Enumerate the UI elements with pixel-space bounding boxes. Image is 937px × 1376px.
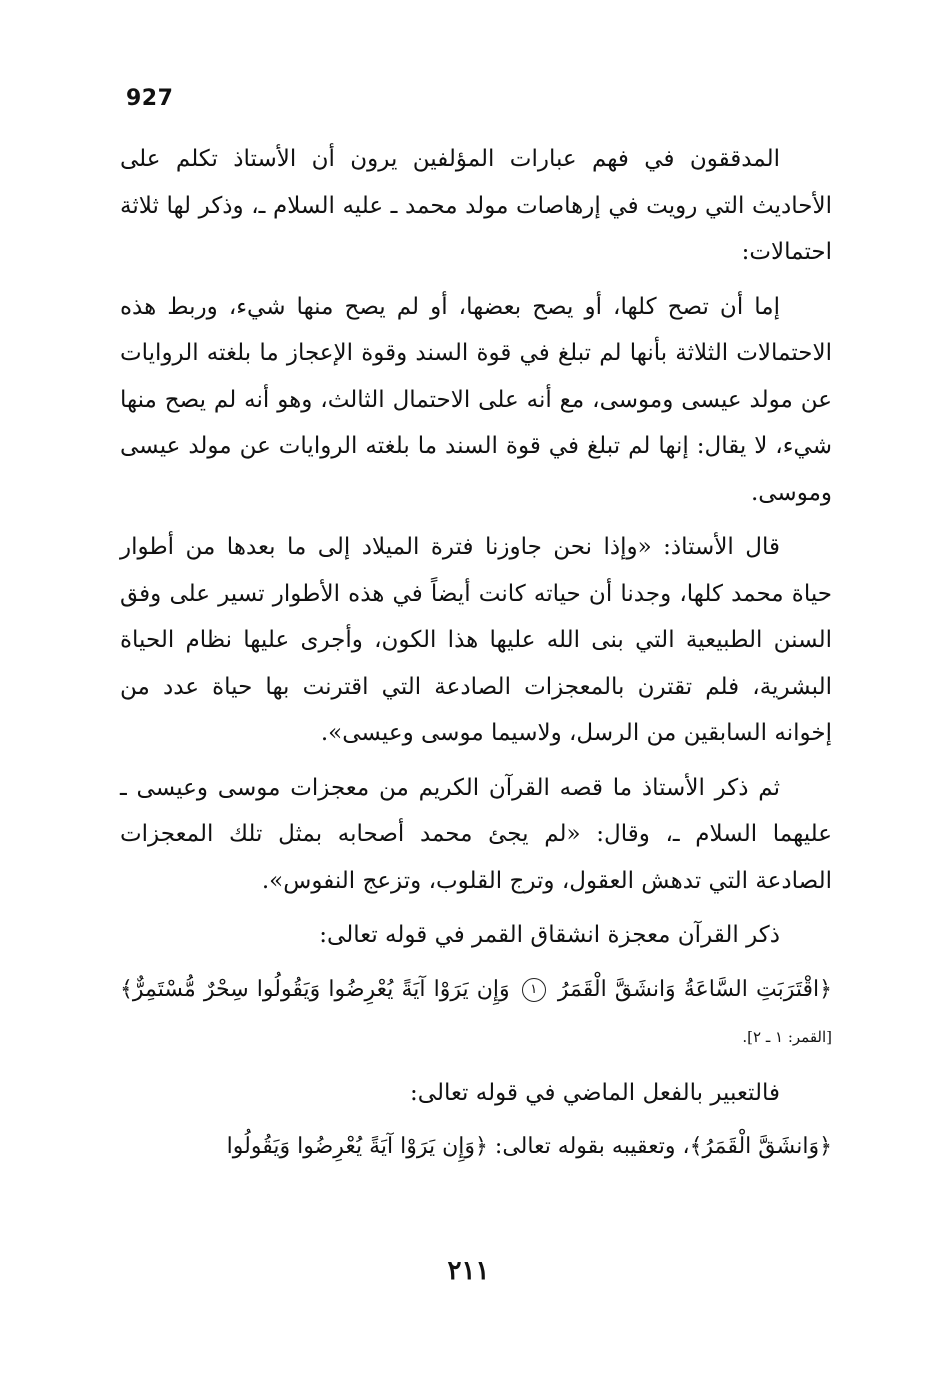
verse-text: وَإِن يَرَوْا آيَةً يُعْرِضُوا وَيَقُولُوا سِحْرٌ مُّسْتَمِرٌّ﴾ <box>120 976 510 1002</box>
paragraph: ذكر القرآن معجزة انشقاق القمر في قوله تعالى: <box>319 922 780 948</box>
page-number-top: 927 <box>126 86 174 111</box>
ayah-number-marker: ١ <box>522 978 546 1002</box>
quran-verse <box>120 967 832 1060</box>
paragraph: فالتعبير بالفعل الماضي في قوله تعالى: <box>410 1079 780 1106</box>
verse-connector: ، وتعقيبه بقوله تعالى: <box>494 1134 690 1159</box>
page-body <box>120 136 832 1180</box>
verse-reference: [القمر: ١ ـ ٢]. <box>742 1027 832 1046</box>
paragraph: ثم ذكر الأستاذ ما قصه القرآن الكريم من معجزات موسى وعيسى ـ عليهما السلام ـ، وقال: «لم يجئ محمد أصحابه بمثل تلك المعجزات الصادعة التي تدهش العقول، وترج القلوب، وتزعج النفوس». <box>120 774 832 894</box>
quran-verse <box>120 1124 832 1170</box>
paragraph: إما أن تصح كلها، أو يصح بعضها، أو لم يصح منها شيء، وربط هذه الاحتمالات الثلاثة بأنها لم تبلغ في قوة السند وقوة الإعجاز ما بلغته الروايات عن مولد عيسى وموسى، مع أنه على الاحتمال الثالث، وهو أنه لم يصح منها شيء، لا يقال: إنها لم تبلغ في قوة السند ما بلغته الروايات عن مولد عيسى وموسى. <box>120 293 832 506</box>
verse-text: ﴿اقْتَرَبَتِ السَّاعَةُ وَانشَقَّ الْقَمَرُ <box>557 976 833 1002</box>
verse-text: ﴿وَإِن يَرَوْا آيَةً يُعْرِضُوا وَيَقُولُوا <box>226 1134 488 1159</box>
paragraph: المدققون في فهم عبارات المؤلفين يرون أن الأستاذ تكلم على الأحاديث التي رويت في إرهاصات مولد محمد ـ عليه السلام ـ، وذكر لها ثلاثة احتمالات: <box>120 146 832 265</box>
page-number-bottom: ٢١١ <box>447 1256 490 1286</box>
verse-text: ﴿وَانشَقَّ الْقَمَرُ﴾ <box>689 1134 832 1159</box>
paragraph: قال الأستاذ: «وإذا نحن جاوزنا فترة الميلاد إلى ما بعدها من أطوار حياة محمد كلها، وجدنا أن حياته كانت أيضاً في هذه الأطوار تسير على وفق السنن الطبيعية التي بنى الله عليها هذا الكون، وأجرى عليها نظام الحياة البشرية، فلم تقترن بالمعجزات الصادعة التي اقترنت بها حياة عدد من إخوانه السابقين من الرسل، ولاسيما موسى وعيسى». <box>120 534 832 746</box>
